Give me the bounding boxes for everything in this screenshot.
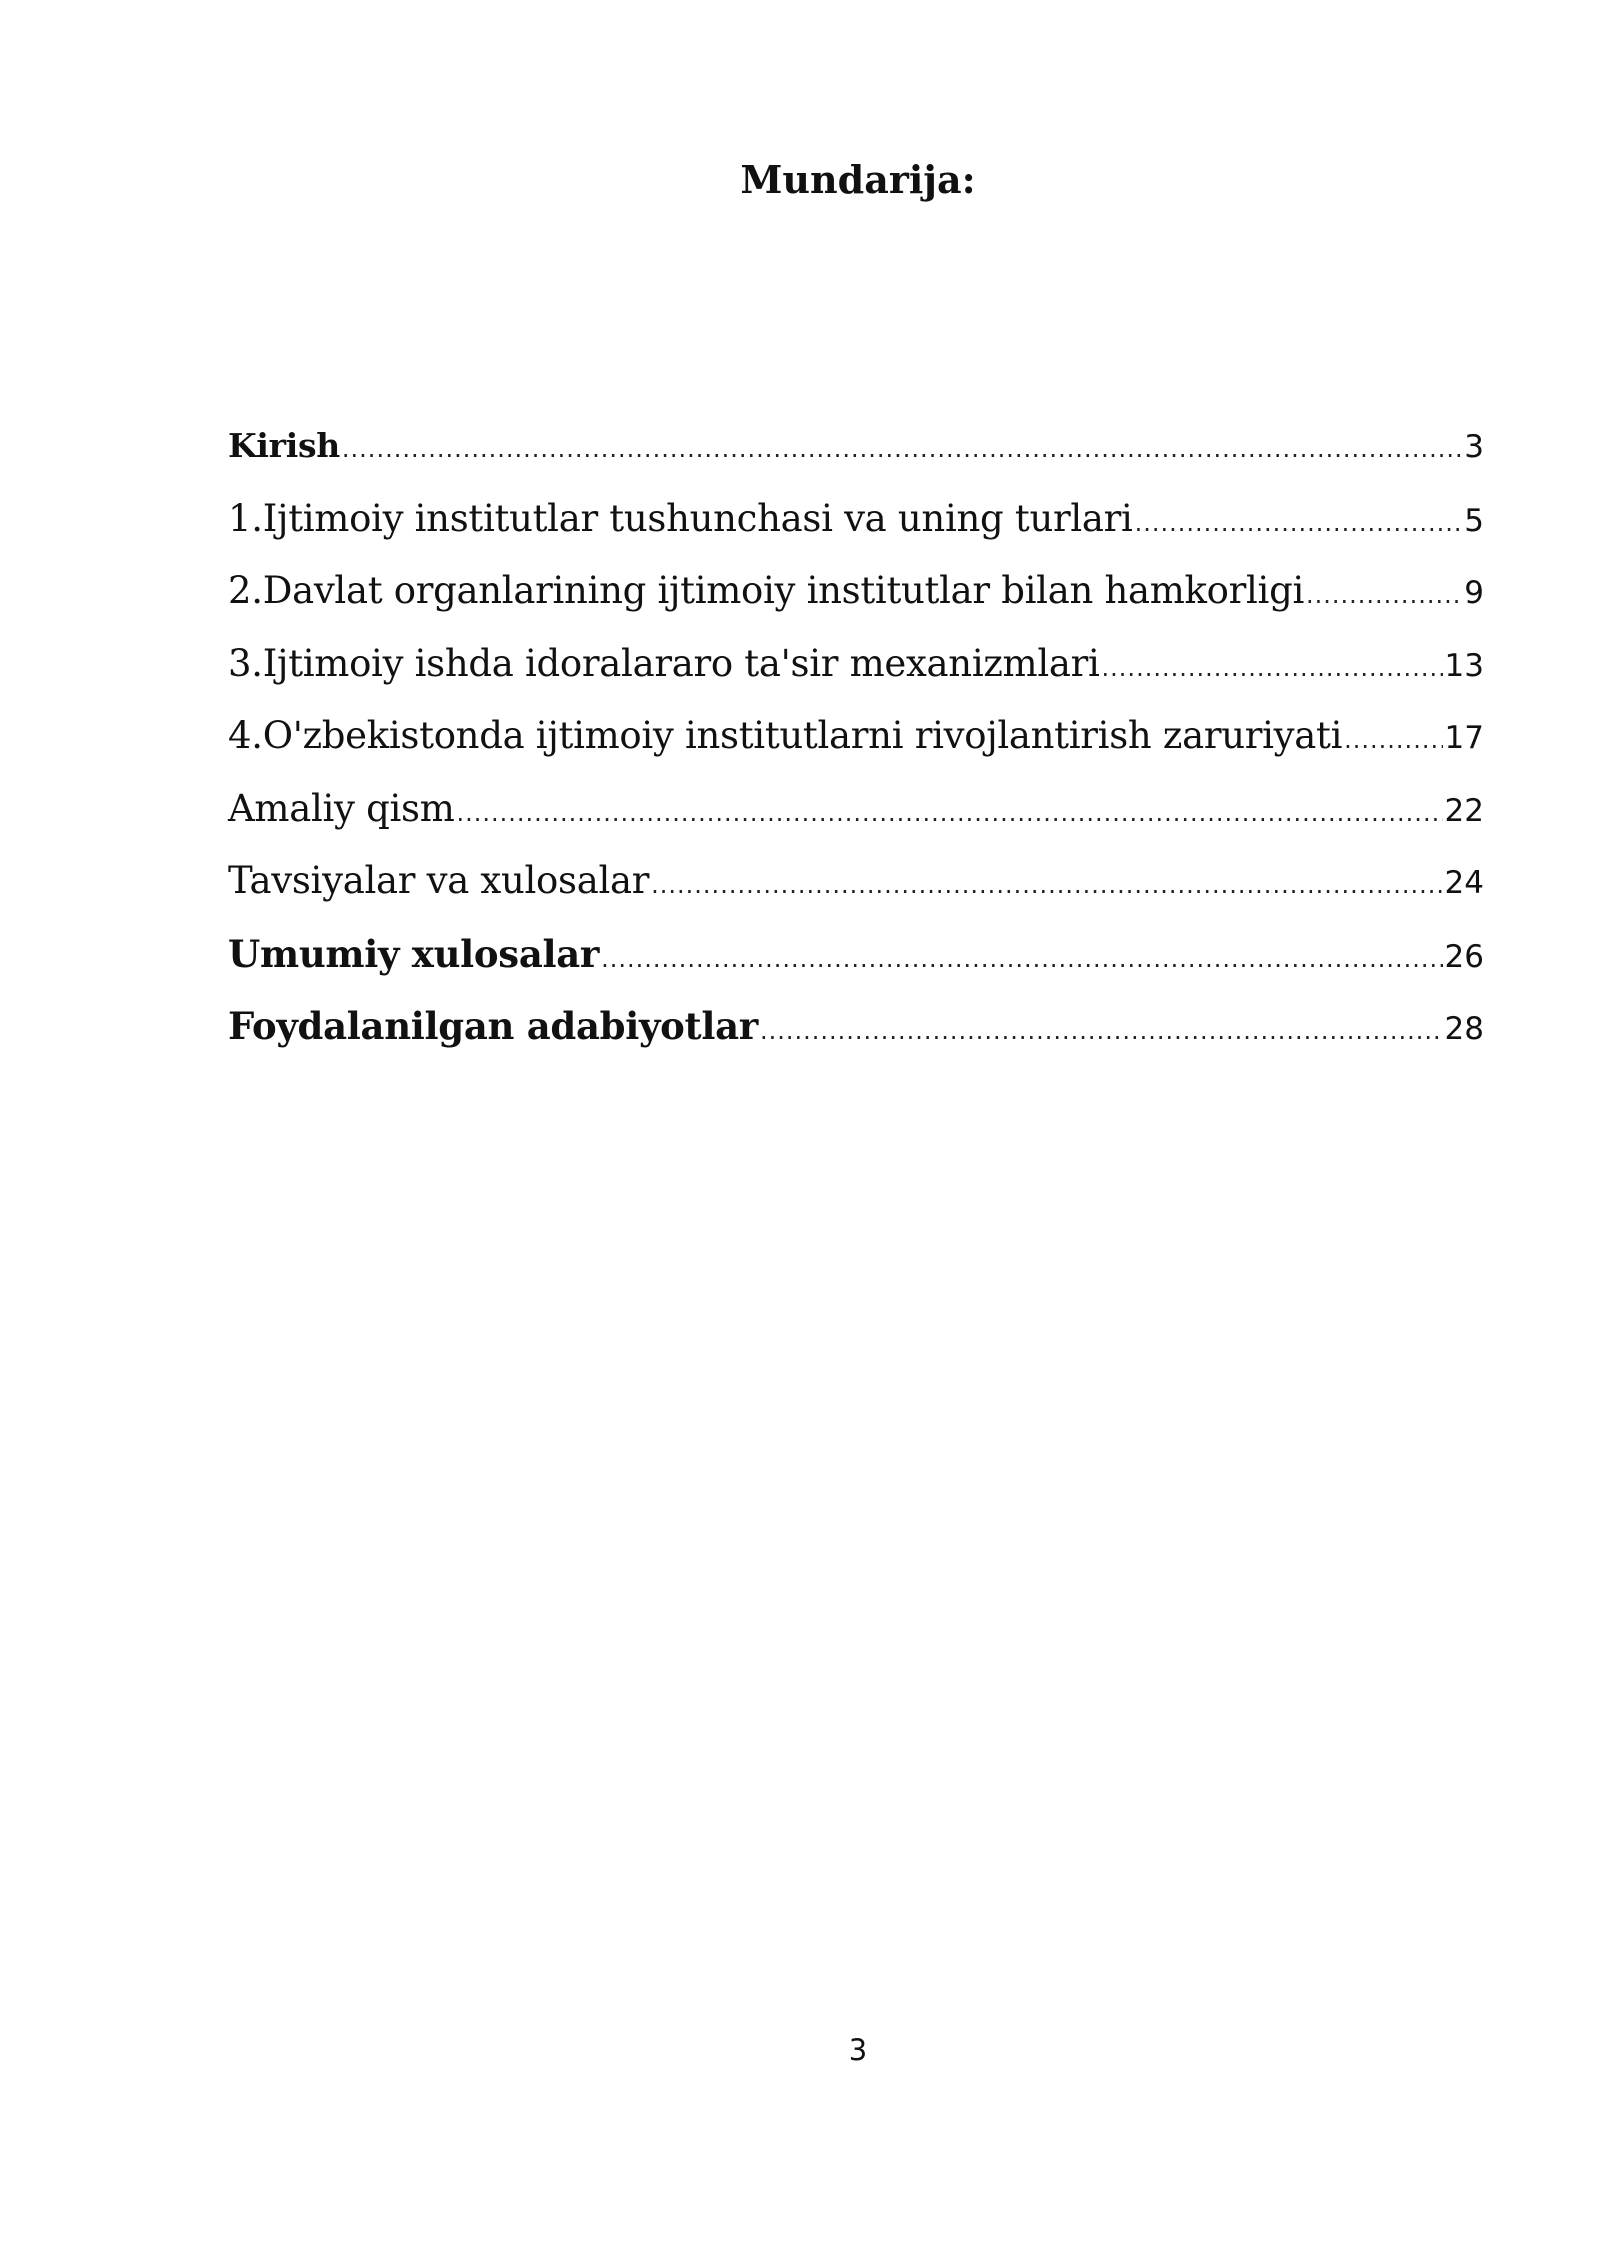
toc-entry-page: 24: [1444, 865, 1484, 901]
page-number: 3: [848, 2033, 868, 2067]
toc-entry-tavsiyalar[interactable]: [228, 845, 1484, 918]
toc-entry-kirish[interactable]: [228, 410, 1484, 483]
table-of-contents: [228, 410, 1484, 1063]
toc-entry-page: 5: [1464, 502, 1484, 539]
toc-dot-leader: [342, 437, 1462, 461]
toc-entry-label: Kirish: [228, 426, 340, 465]
toc-entry-section-1[interactable]: [228, 483, 1484, 556]
toc-dot-leader: [651, 873, 1442, 897]
toc-entry-label: Amaliy qism: [228, 786, 455, 830]
toc-dot-leader: [1102, 656, 1443, 680]
toc-dot-leader: [1344, 728, 1442, 752]
toc-entry-label: Umumiy xulosalar: [228, 931, 600, 976]
toc-entry-section-3[interactable]: [228, 628, 1484, 701]
toc-entry-label: 4.O'zbekistonda ijtimoiy institutlarni rivojlantirish zaruriyati: [228, 714, 1343, 757]
toc-entry-amaliy-qism[interactable]: [228, 773, 1484, 846]
toc-entry-page: 3: [1464, 429, 1484, 465]
toc-dot-leader: [760, 1019, 1443, 1043]
toc-entry-label: Foydalanilgan adabiyotlar: [228, 1004, 758, 1048]
toc-dot-leader: [601, 947, 1442, 971]
toc-entry-label: 3.Ijtimoiy ishda idoralararo ta'sir mexanizmlari: [228, 641, 1100, 685]
page-title: Mundarija:: [740, 157, 976, 202]
toc-dot-leader: [1306, 583, 1462, 607]
toc-entry-section-2[interactable]: [228, 555, 1484, 628]
toc-entry-label: 1.Ijtimoiy institutlar tushunchasi va uning turlari: [228, 496, 1133, 540]
toc-entry-label: Tavsiyalar va xulosalar: [228, 859, 650, 902]
toc-entry-page: 13: [1444, 647, 1484, 684]
toc-dot-leader: [457, 801, 1443, 825]
toc-entry-page: 22: [1444, 792, 1484, 829]
toc-entry-page: 26: [1444, 938, 1484, 975]
toc-entry-adabiyotlar[interactable]: [228, 990, 1484, 1063]
toc-dot-leader: [1135, 511, 1463, 535]
toc-entry-section-4[interactable]: [228, 700, 1484, 773]
toc-entry-page: 28: [1444, 1011, 1484, 1047]
toc-entry-page: 9: [1464, 575, 1484, 611]
toc-entry-page: 17: [1444, 720, 1484, 756]
toc-entry-label: 2.Davlat organlarining ijtimoiy institutlar bilan hamkorligi: [228, 569, 1305, 612]
toc-entry-umumiy-xulosalar[interactable]: [228, 918, 1484, 991]
